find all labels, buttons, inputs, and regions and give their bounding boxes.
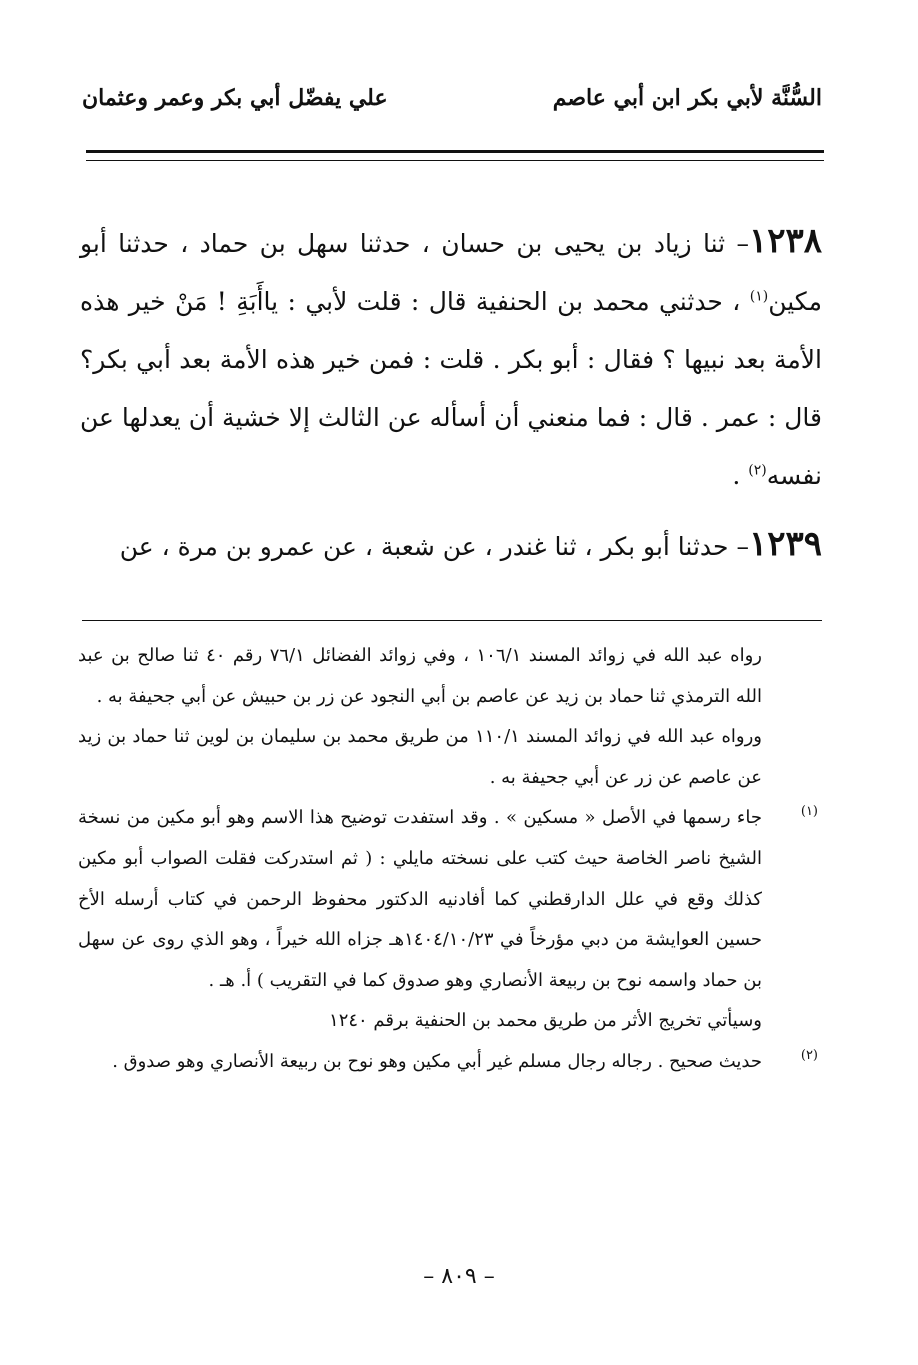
chapter-title: علي يفضّل أبي بكر وعمر وعثمان <box>82 85 388 111</box>
book-title: السُّنَّة لأبي بكر ابن أبي عاصم <box>552 85 822 111</box>
main-text <box>80 212 822 586</box>
hadith-text: – ثنا زياد بن يحيى بن حسان ، حدثنا سهل بن حماد ، حدثنا أبو مكين <box>80 229 822 316</box>
footnote-text: ورواه عبد الله في زوائد المسند ١١٠/١ من طريق محمد بن سليمان بن لوين ثنا حماد بن زيد عن عاصم عن زر عن أبي جحيفة به . <box>78 726 762 788</box>
footnote <box>78 717 818 798</box>
header-rule-thin <box>86 160 824 161</box>
hadith-number: ١٢٣٩ <box>748 524 822 564</box>
hadith-text: . <box>732 461 749 490</box>
footnote-mark: (١) <box>800 804 818 820</box>
footnote <box>78 1001 818 1042</box>
footnote-separator <box>82 620 822 621</box>
footnote <box>78 636 818 717</box>
hadith-text: ، حدثني محمد بن الحنفية قال : قلت لأبي : ياأَبَةِ ! مَنْ خير هذه الأمة بعد نبيها ؟ فقال : أبو بكر . قلت : فمن خير هذه الأمة بعد أبي بكر؟ قال : عمر . قال : فما منعني أن أسأله عن الثالث إلا خشية أن يعدلها عن نفسه <box>80 287 822 490</box>
footnote-text: وسيأتي تخريج الأثر من طريق محمد بن الحنفية برقم ١٢٤٠ <box>329 1010 762 1032</box>
footnote <box>78 798 818 1001</box>
running-header <box>82 78 822 118</box>
footnote-text: جاء رسمها في الأصل « مسكين » . وقد استفدت توضيح هذا الاسم وهو أبو مكين من نسخة الشيخ ناصر الخاصة حيث كتب على نسخته مايلي : ( ثم استدركت فقلت الصواب أبو مكين كذلك وقع في علل الدارقطني كما أفادنيه الدكتور محفوظ الرحمن في كتاب أرسله الأخ حسين العوايشة من دبي مؤرخاً في ١٤٠٤/١٠/٢٣هـ جزاه الله خيراً ، وهو الذي روى عن سهل بن حماد واسمه نوح بن ربيعة الأنصاري وهو صدوق كما في التقريب ) أ. هـ . <box>78 807 762 991</box>
hadith-1239 <box>80 515 822 576</box>
footnote-text: حديث صحيح . رجاله رجال مسلم غير أبي مكين وهو نوح بن ربيعة الأنصاري وهو صدوق . <box>112 1050 762 1072</box>
header-rule-thick <box>86 150 824 153</box>
hadith-number: ١٢٣٨ <box>748 221 822 261</box>
footnote-mark: (٢) <box>800 1047 818 1063</box>
footnotes <box>78 636 818 1083</box>
page-number: – ٨٠٩ – <box>423 1264 495 1289</box>
footnote-ref-1: (١) <box>749 288 769 305</box>
footnote-ref-2: (٢) <box>748 462 767 479</box>
footnote <box>78 1042 818 1083</box>
hadith-1238 <box>80 212 822 505</box>
hadith-text: – حدثنا أبو بكر ، ثنا غندر ، عن شعبة ، عن عمرو بن مرة ، عن <box>119 532 749 561</box>
footnote-text: رواه عبد الله في زوائد المسند ١٠٦/١ ، وفي زوائد الفضائل ٧٦/١ رقم ٤٠ ثنا صالح بن عبد الله الترمذي ثنا حماد بن زيد عن عاصم بن أبي النجود عن زر بن حبيش عن أبي جحيفة به . <box>78 645 762 707</box>
